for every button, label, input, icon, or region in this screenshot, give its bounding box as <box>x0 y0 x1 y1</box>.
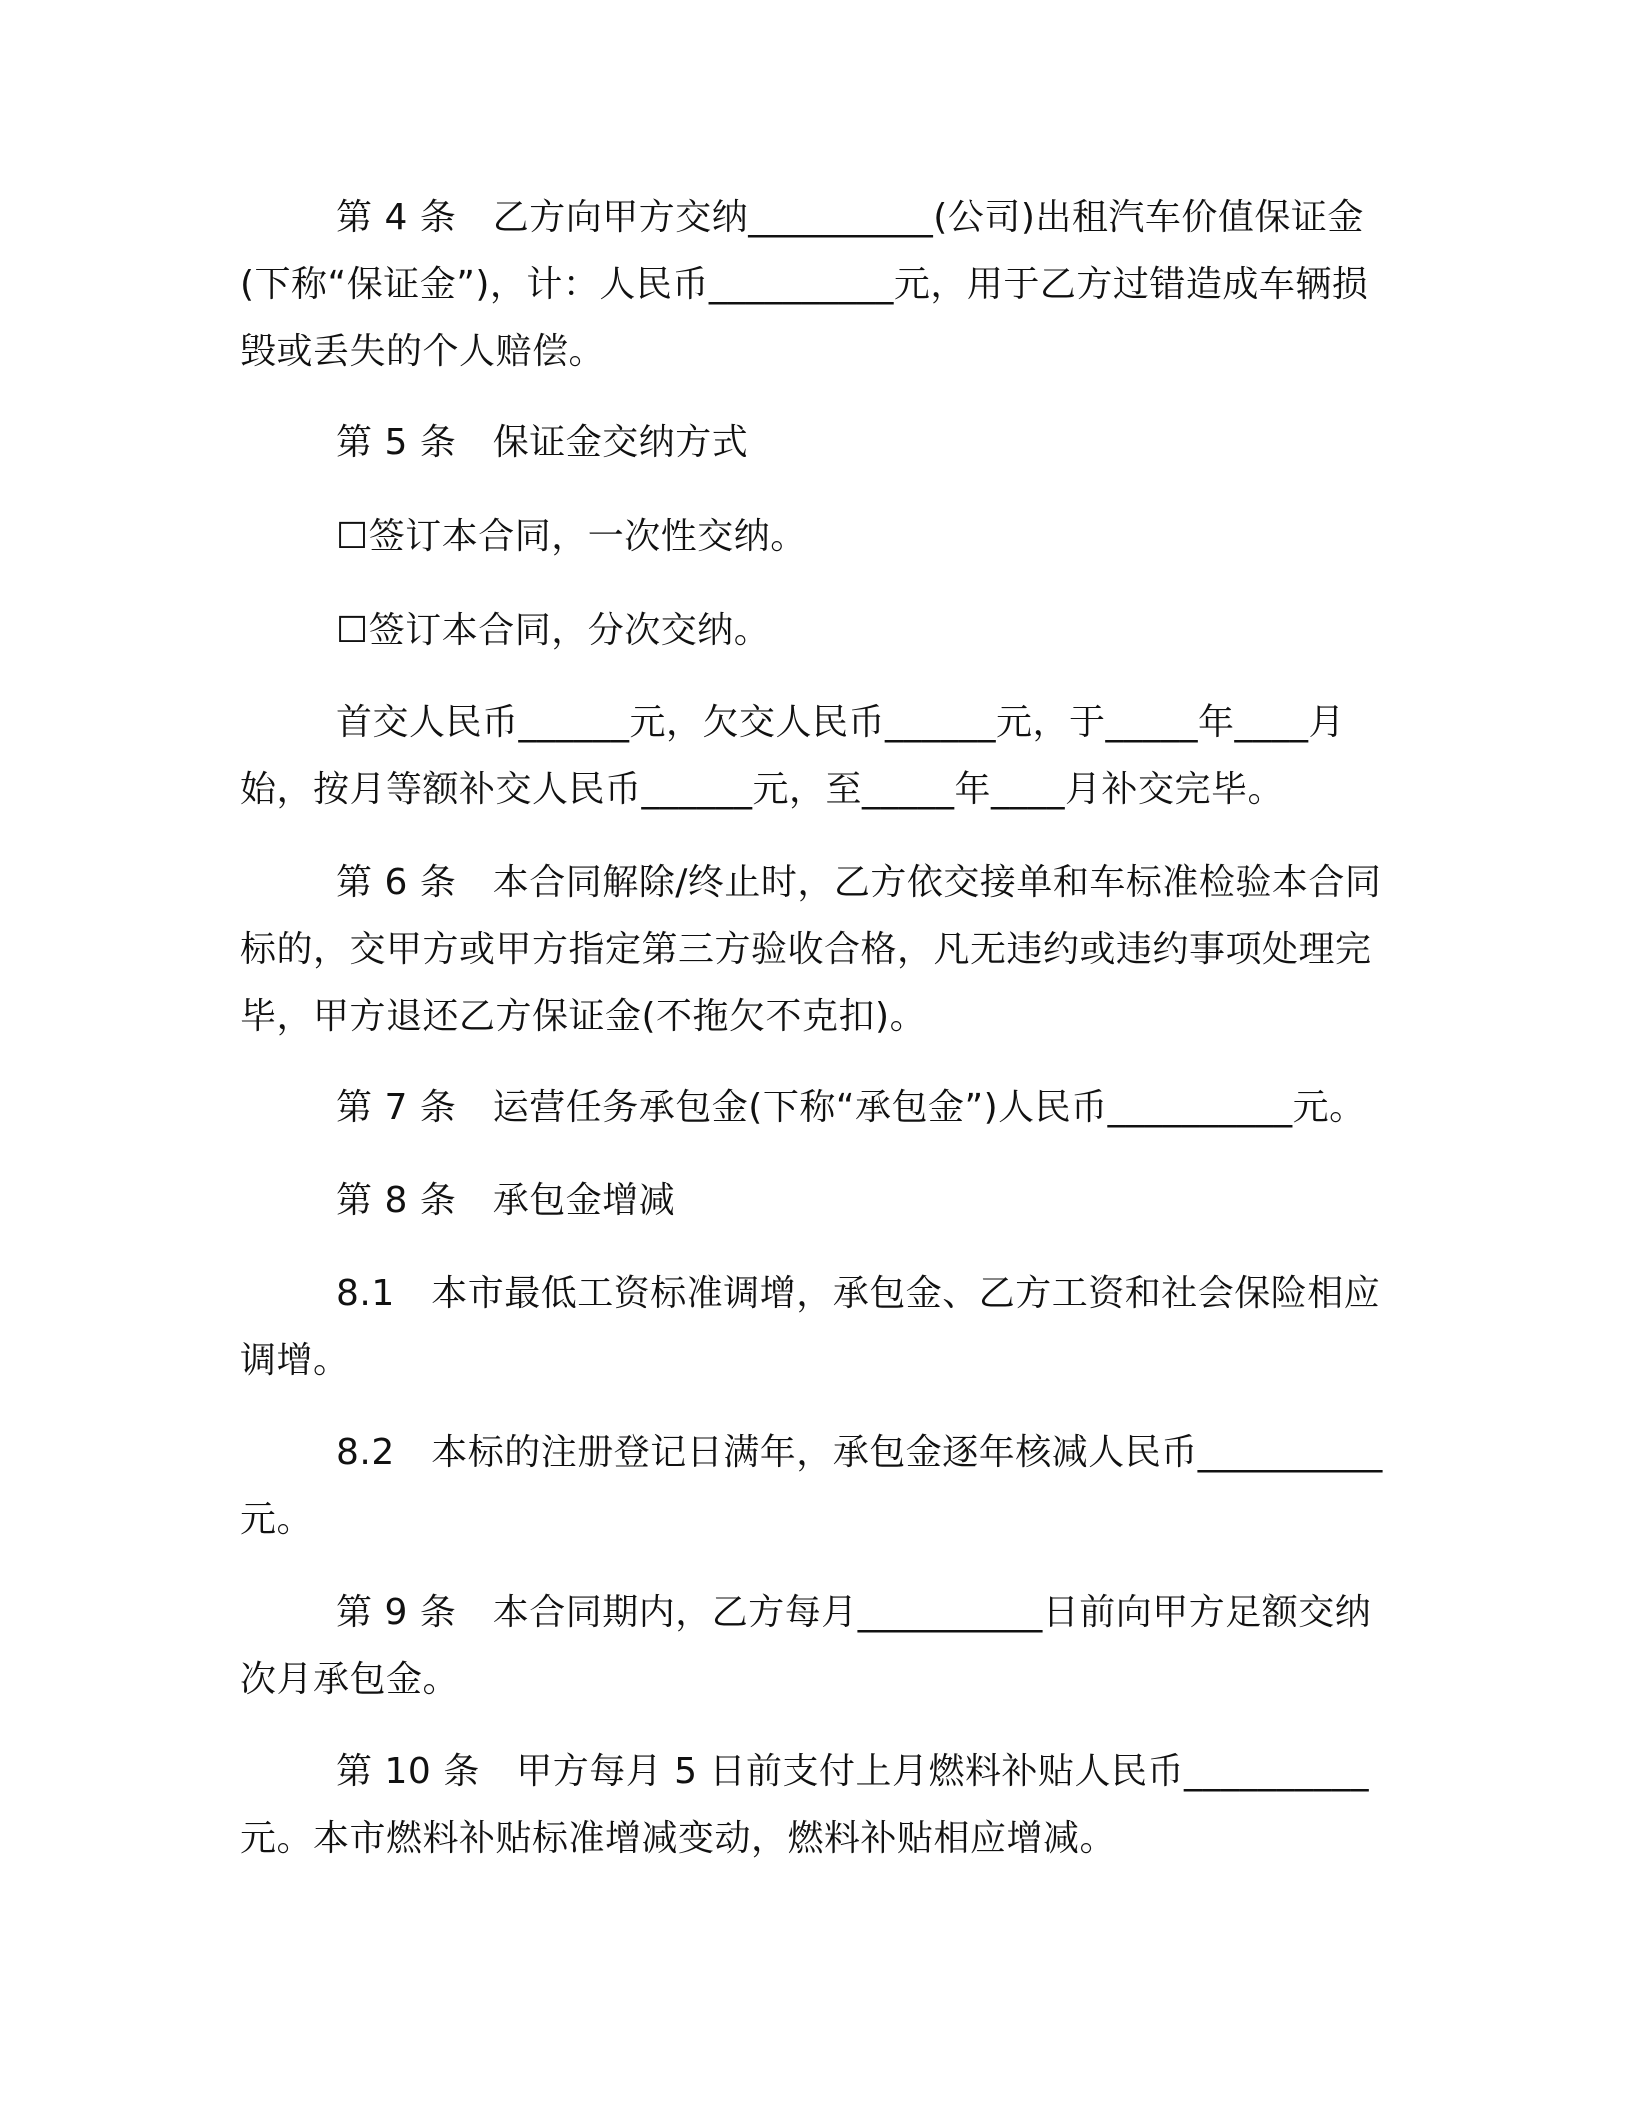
payment-option-installments: ☐签订本合同，分次交纳。 <box>336 610 771 651</box>
article-10: 第 10 条 甲方每月 5 日前支付上月燃料补贴人民币__________元。本市燃料补贴标准增减变动，燃料补贴相应增减。 <box>240 1751 1369 1859</box>
article-6: 第 6 条 本合同解除/终止时，乙方依交接单和车标准检验本合同标的，交甲方或甲方指定第三方验收合格，凡无违约或违约事项处理完毕，甲方退还乙方保证金(不拖欠不克扣)。 <box>240 862 1382 1037</box>
article-9: 第 9 条 本合同期内，乙方每月__________日前向甲方足额交纳次月承包金。 <box>240 1592 1372 1700</box>
clause-8-1: 8.1 本市最低工资标准调增，承包金、乙方工资和社会保险相应调增。 <box>240 1273 1381 1381</box>
article-4: 第 4 条 乙方向甲方交纳__________(公司)出租汽车价值保证金(下称“保证金”)，计：人民币__________元，用于乙方过错造成车辆损毁或丢失的个人赔偿。 <box>240 197 1369 372</box>
installment-terms: 首交人民币______元，欠交人民币______元，于_____年____月始，按月等额补交人民币______元，至_____年____月补交完毕。 <box>240 702 1346 810</box>
article-8-heading: 第 8 条 承包金增减 <box>336 1180 676 1221</box>
payment-option-lump-sum: ☐签订本合同，一次性交纳。 <box>336 516 807 557</box>
article-5-heading: 第 5 条 保证金交纳方式 <box>336 422 749 463</box>
article-7: 第 7 条 运营任务承包金(下称“承包金”)人民币__________元。 <box>336 1087 1366 1128</box>
clause-8-2: 8.2 本标的注册登记日满年，承包金逐年核减人民币__________元。 <box>240 1432 1383 1540</box>
